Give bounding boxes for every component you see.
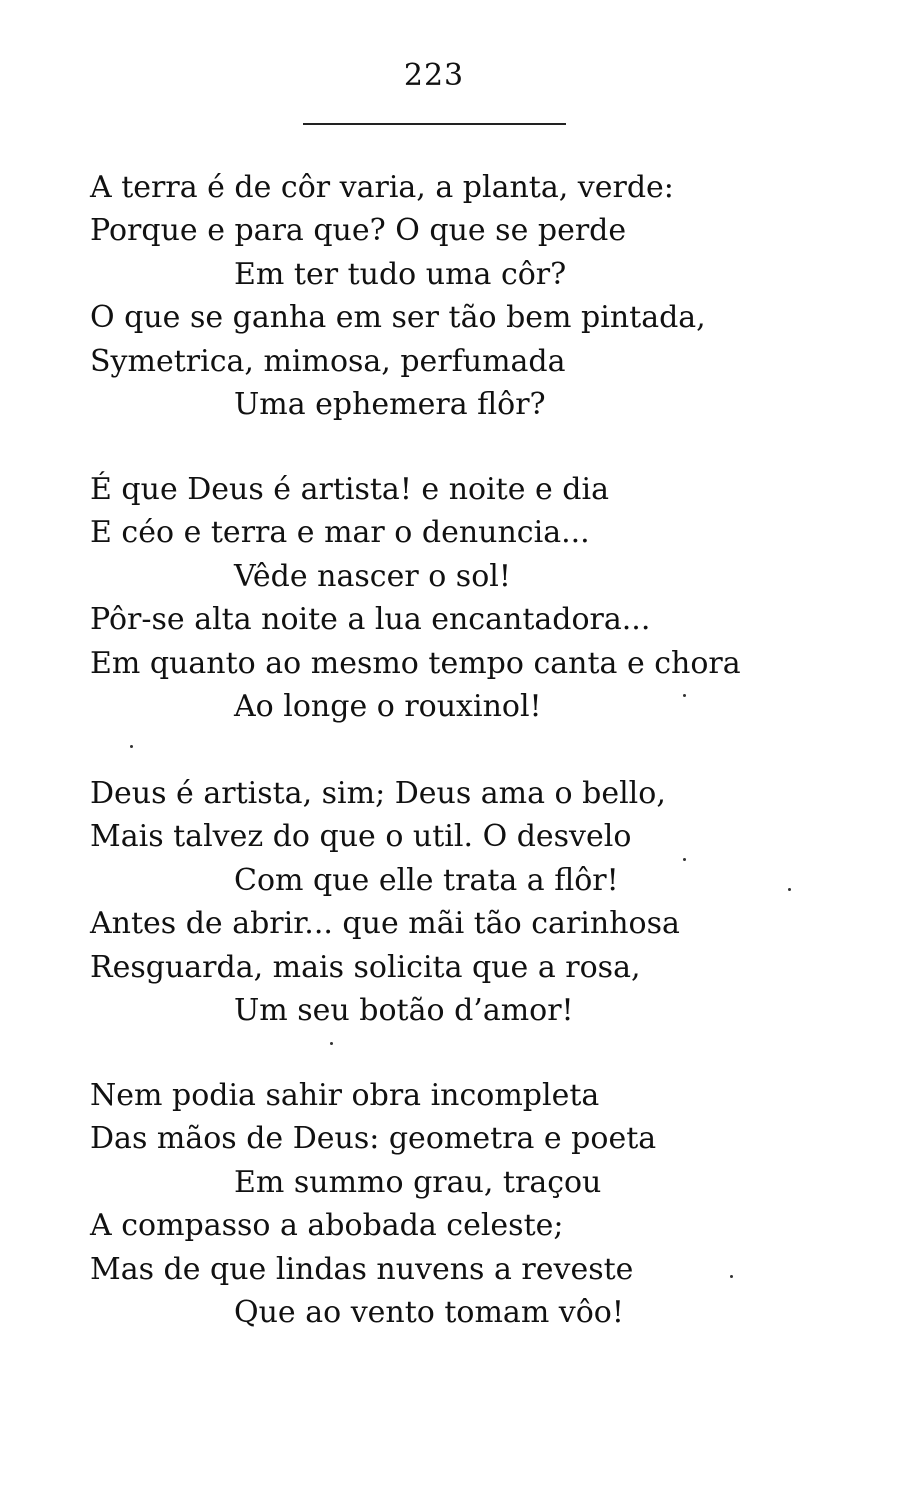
verse-line: Das mãos de Deus: geometra e poeta — [90, 1121, 657, 1156]
verse-line-indented: Uma ephemera flôr? — [234, 387, 546, 422]
verse-line: Porque e para que? O que se perde — [90, 213, 627, 248]
verse-line: Antes de abrir... que mãi tão carinhosa — [90, 906, 680, 941]
verse-line-indented: Em ter tudo uma côr? — [234, 257, 567, 292]
verse-line: Nem podia sahir obra incompleta — [90, 1078, 600, 1113]
verse-line: Pôr-se alta noite a lua encantadora... — [90, 602, 651, 637]
scan-speck — [683, 858, 686, 861]
verse-line: E céo e terra e mar o denuncia... — [90, 515, 590, 550]
verse-line-indented: Com que elle trata a flôr! — [234, 863, 619, 898]
verse-line: O que se ganha em ser tão bem pintada, — [90, 300, 706, 335]
scan-speck — [730, 1275, 733, 1278]
verse-line-indented: Ao longe o rouxinol! — [234, 689, 542, 724]
verse-line-indented: Que ao vento tomam vôo! — [234, 1295, 624, 1330]
verse-line-indented: Em summo grau, traçou — [234, 1165, 602, 1200]
scan-speck — [330, 1042, 333, 1045]
verse-line: Mas de que lindas nuvens a reveste — [90, 1252, 634, 1287]
scan-speck — [683, 694, 686, 697]
verse-line: Deus é artista, sim; Deus ama o bello, — [90, 776, 666, 811]
verse-line: Mais talvez do que o util. O desvelo — [90, 819, 632, 854]
verse-line-indented: Um seu botão d’amor! — [234, 993, 574, 1028]
scan-speck — [788, 888, 791, 891]
verse-line: A terra é de côr varia, a planta, verde: — [90, 170, 674, 205]
verse-line: A compasso a abobada celeste; — [90, 1208, 564, 1243]
verse-line-indented: Vêde nascer o sol! — [234, 559, 511, 594]
verse-line: Em quanto ao mesmo tempo canta e chora — [90, 646, 741, 681]
verse-line: Symetrica, mimosa, perfumada — [90, 344, 566, 379]
page-number: 223 — [403, 58, 465, 93]
scan-speck — [130, 745, 133, 748]
verse-line: É que Deus é artista! e noite e dia — [90, 472, 609, 507]
header-rule — [303, 123, 566, 125]
verse-line: Resguarda, mais solicita que a rosa, — [90, 950, 641, 985]
